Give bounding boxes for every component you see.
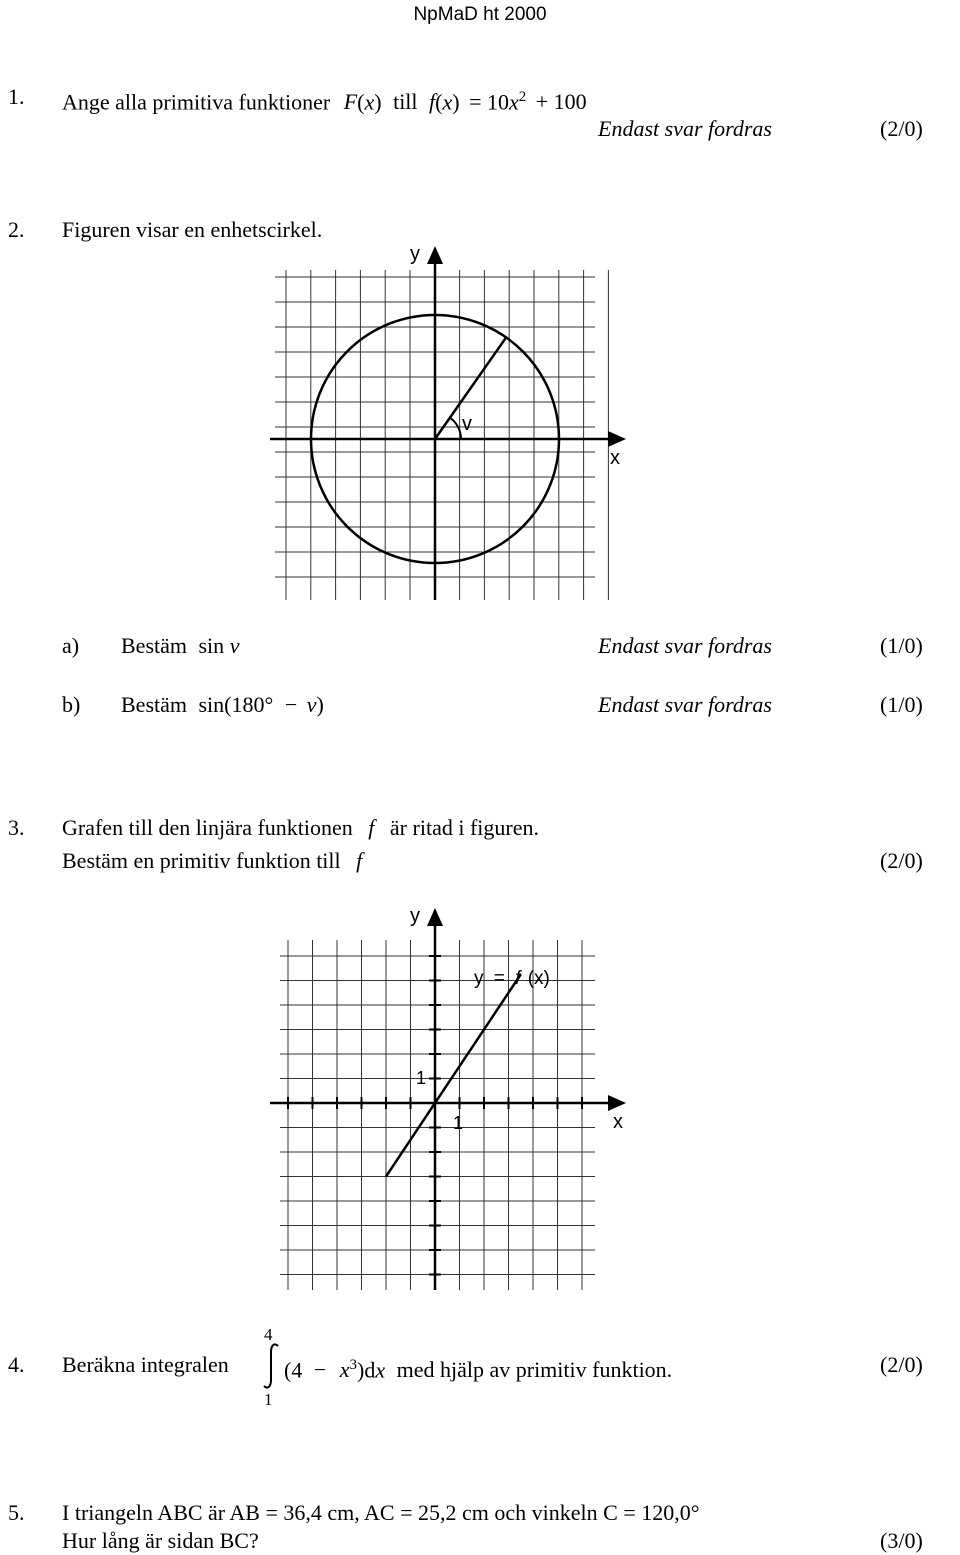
- q5-number: 5.: [8, 1500, 25, 1525]
- y-tick-label-1: 1: [416, 1068, 427, 1088]
- linear-function-grid: [280, 940, 595, 1290]
- q5-points: (3/0): [880, 1528, 923, 1553]
- q2a-points: (1/0): [880, 633, 923, 658]
- q2-number: 2.: [8, 217, 25, 242]
- y-axis-arrow: [427, 908, 443, 926]
- q1-points: (2/0): [880, 116, 923, 141]
- function-label-x: (x): [527, 968, 550, 989]
- x-axis-label: x: [610, 447, 620, 469]
- x-axis-arrow: [608, 431, 626, 447]
- x-tick-label-1: 1: [453, 1113, 464, 1133]
- angle-label: v: [462, 413, 472, 435]
- q1-answer-only: Endast svar fordras: [598, 116, 772, 141]
- q2b-text: Bestäm sin(180° − v): [121, 692, 324, 717]
- integral-sign: [262, 1342, 284, 1390]
- q2a-text: Bestäm sin v: [121, 633, 240, 658]
- q2a-answer-only: Endast svar fordras: [598, 633, 772, 658]
- q4-number: 4.: [8, 1352, 25, 1377]
- q4-points: (2/0): [880, 1352, 923, 1377]
- q4-integrand: $(4 - x^3)dx$ med hjälp av primitiv funktion.: [284, 1357, 673, 1383]
- linear-function-figure: [270, 900, 640, 1295]
- q3-line2: Bestäm en primitiv funktion till f: [62, 848, 363, 873]
- function-label-y: y: [474, 968, 484, 989]
- q3-points: (2/0): [880, 848, 923, 873]
- integral-lower-limit: 1: [264, 1390, 273, 1409]
- q3-number: 3.: [8, 815, 25, 840]
- q1-text: Ange alla primitiva funktioner F(x) till $f(x) = 10x^2 + 100$: [62, 89, 587, 115]
- q2b-label: b): [62, 692, 81, 717]
- x-axis-label: x: [613, 1111, 623, 1133]
- q2b-points: (1/0): [880, 692, 923, 717]
- q5-line2: Hur lång är sidan BC?: [62, 1528, 259, 1553]
- q5-line1: I triangeln ABC är AB = 36,4 cm, AC = 25,2 cm och vinkeln C = 120,0°: [62, 1500, 700, 1525]
- unit-circle-figure: [270, 240, 640, 605]
- q2-text: Figuren visar en enhetscirkel.: [62, 217, 323, 242]
- y-axis-label: y: [410, 905, 420, 927]
- function-label-f: f: [515, 968, 521, 989]
- integral-upper-limit: 4: [264, 1325, 273, 1344]
- x-axis-arrow: [608, 1095, 626, 1111]
- function-label-eq: =: [493, 968, 505, 989]
- q2b-answer-only: Endast svar fordras: [598, 692, 772, 717]
- q1-number: 1.: [8, 84, 25, 109]
- page-header: NpMaD ht 2000: [413, 4, 547, 25]
- y-axis-arrow: [427, 246, 443, 264]
- q4-text: Beräkna integralen: [62, 1352, 229, 1377]
- q2a-label: a): [62, 633, 80, 658]
- q3-line1: Grafen till den linjära funktionen f är ritad i figuren.: [62, 815, 539, 840]
- y-axis-label: y: [410, 243, 420, 265]
